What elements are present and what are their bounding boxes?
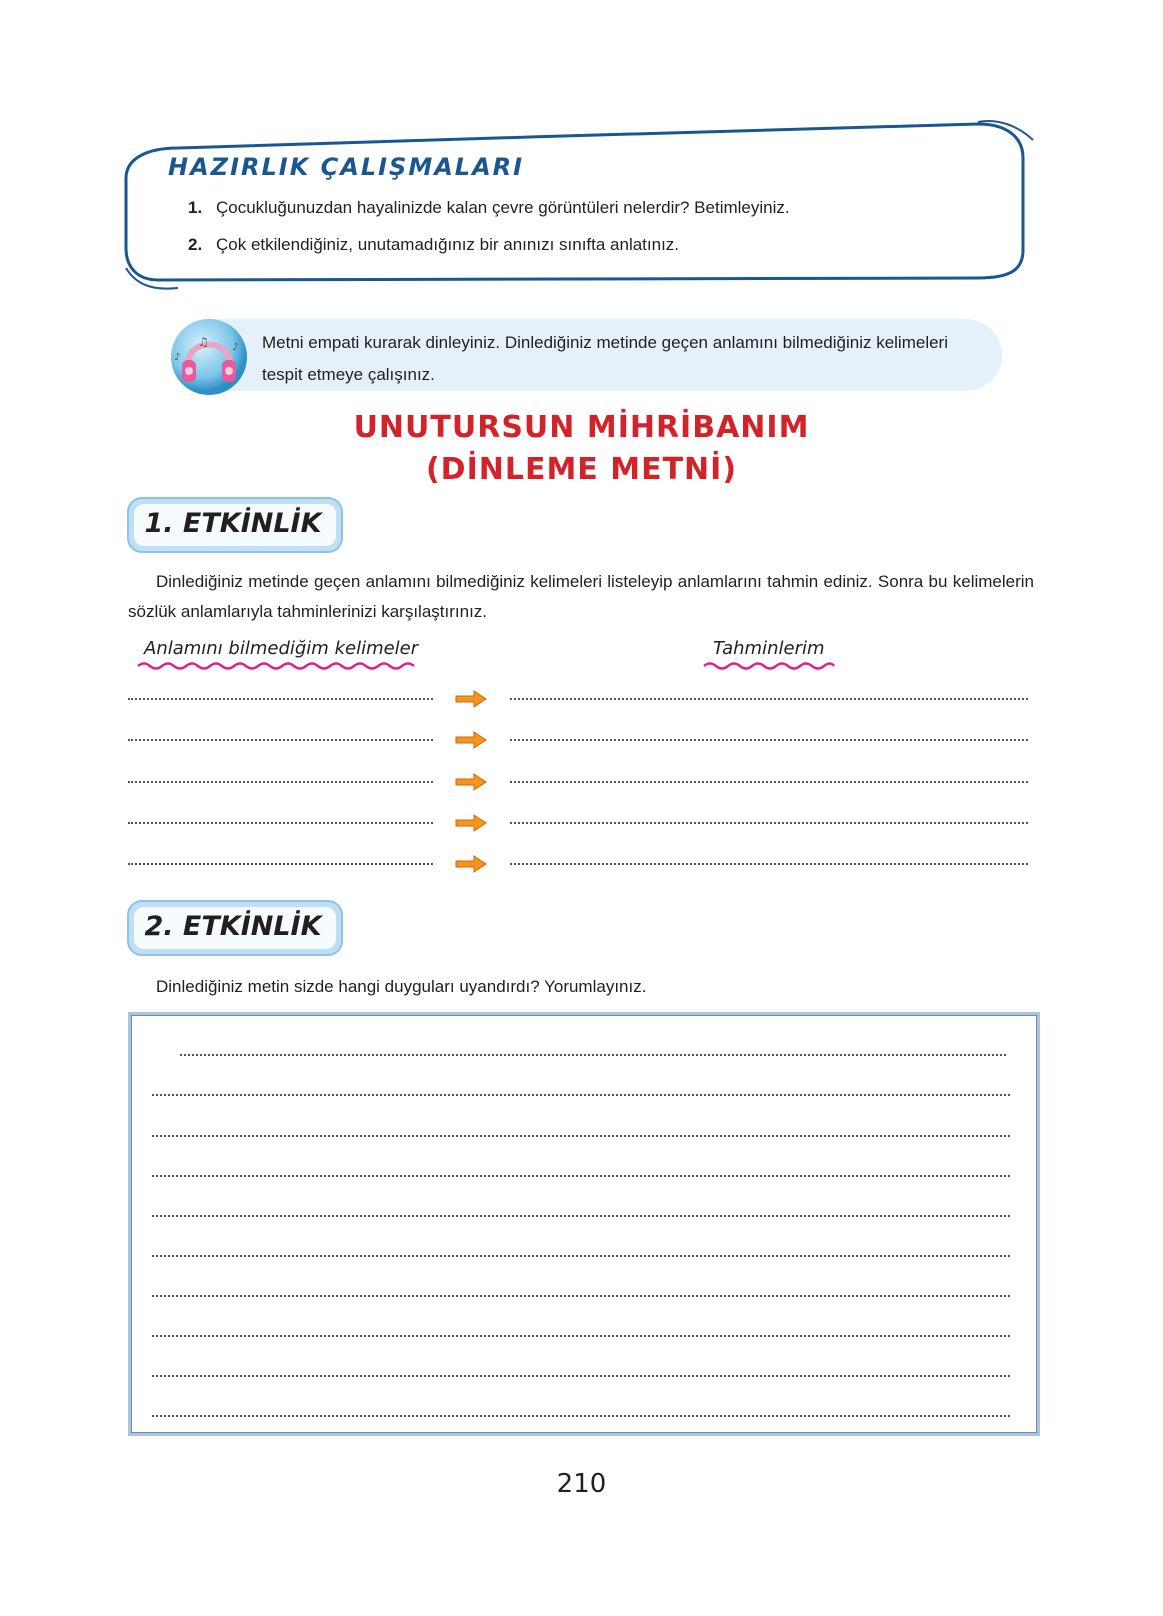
writing-line[interactable] — [152, 1295, 1010, 1297]
activity-1-instruction: Dinlediğiniz metinde geçen anlamını bilmediğiniz kelimeleri listeleyip anlamlarını tahmin ediniz. Sonra bu kelimelerin sözlük anlamlarıyla tahminlerinizi karşılaştırınız. — [128, 572, 1034, 621]
page-number: 210 — [556, 1469, 607, 1499]
unknown-word-line[interactable] — [128, 739, 433, 741]
guess-line[interactable] — [510, 739, 1028, 741]
arrow-right-icon — [454, 854, 488, 874]
writing-line[interactable] — [180, 1054, 1006, 1056]
unknown-word-line[interactable] — [128, 698, 433, 700]
activity-2-instruction: Dinlediğiniz metin sizde hangi duyguları uyandırdı? Yorumlayınız. — [156, 977, 647, 996]
column-head-guesses: Tahminlerim — [713, 638, 825, 659]
writing-line[interactable] — [152, 1215, 1010, 1217]
writing-line[interactable] — [152, 1094, 1010, 1096]
writing-line[interactable] — [152, 1255, 1010, 1257]
prep-title: HAZIRLIK ÇALIŞMALARI — [168, 153, 525, 181]
writing-line[interactable] — [152, 1135, 1010, 1137]
arrow-right-icon — [454, 730, 488, 750]
writing-area[interactable] — [128, 1012, 1040, 1436]
prep-question — [188, 234, 679, 256]
page-subtitle: (DİNLEME METNİ) — [425, 452, 738, 487]
activity-2-label: 2. ETKİNLİK — [144, 911, 322, 942]
unknown-word-line[interactable] — [128, 781, 433, 783]
prep-question-number: 1. — [188, 198, 203, 217]
arrow-right-icon — [454, 689, 488, 709]
listening-instruction: Metni empati kurarak dinleyiniz. Dinlediğiniz metinde geçen anlamını bilmediğiniz kelimeleri tespit etmeye çalışınız. — [262, 333, 948, 384]
writing-line[interactable] — [152, 1375, 1010, 1377]
unknown-word-line[interactable] — [128, 863, 433, 865]
guess-line[interactable] — [510, 863, 1028, 865]
writing-line[interactable] — [152, 1175, 1010, 1177]
unknown-word-line[interactable] — [128, 822, 433, 824]
pink-underline — [136, 660, 418, 672]
writing-line[interactable] — [152, 1415, 1010, 1417]
pink-underline — [702, 660, 836, 672]
page-title: UNUTURSUN MİHRİBANIM — [353, 410, 810, 445]
prep-question-number: 2. — [188, 235, 203, 254]
guess-line[interactable] — [510, 822, 1028, 824]
prep-question — [188, 197, 790, 219]
svg-text:♪: ♪ — [174, 352, 181, 363]
activity-1-label: 1. ETKİNLİK — [144, 508, 322, 539]
column-head-unknown-words: Anlamını bilmediğim kelimeler — [144, 638, 419, 659]
writing-line[interactable] — [152, 1335, 1010, 1337]
headphones-icon — [168, 316, 250, 398]
prep-question-text: Çok etkilendiğiniz, unutamadığınız bir anınızı sınıfta anlatınız. — [216, 235, 680, 254]
guess-line[interactable] — [510, 698, 1028, 700]
svg-text:♪: ♪ — [232, 342, 239, 353]
prep-question-text: Çocukluğunuzdan hayalinizde kalan çevre görüntüleri nelerdir? Betimleyiniz. — [216, 198, 790, 217]
svg-text:♫: ♫ — [198, 335, 209, 349]
arrow-right-icon — [454, 813, 488, 833]
guess-line[interactable] — [510, 781, 1028, 783]
arrow-right-icon — [454, 772, 488, 792]
